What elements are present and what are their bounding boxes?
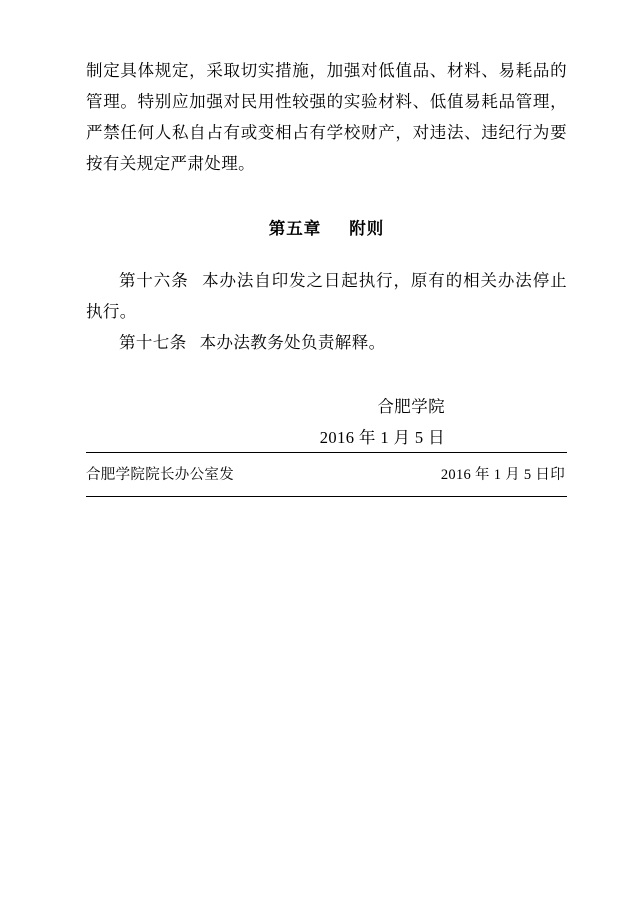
chapter-number: 第五章	[268, 219, 322, 238]
footer-row	[86, 463, 567, 488]
article-item	[86, 265, 567, 327]
footer-issuing-office: 合肥学院院长办公室发	[86, 467, 234, 483]
article-label: 第十七条	[119, 333, 187, 352]
article-label: 第十六条	[119, 271, 189, 290]
signature-date: 2016 年 1 月 5 日	[319, 428, 445, 447]
signature-organization: 合肥学院	[377, 397, 445, 416]
article-text: 本办法自印发之日起执行，原有的相关办法停止执行。	[86, 271, 567, 321]
article-item	[86, 327, 567, 358]
body-paragraph: 制定具体规定，采取切实措施，加强对低值品、材料、易耗品的管理。特别应加强对民用性较强的实验材料、低值易耗品管理，严禁任何人私自占有或变相占有学校财产，对违法、违纪行为要按有关规定严肃处理。	[86, 61, 567, 173]
signature-block	[86, 391, 567, 453]
footer-rule-bottom	[86, 496, 567, 497]
article-text: 本办法教务处负责解释。	[199, 333, 386, 352]
chapter-title: 附则	[349, 219, 385, 238]
footer-print-date: 2016 年 1 月 5 日印	[440, 467, 565, 483]
chapter-heading	[86, 215, 567, 239]
page-footer	[86, 452, 567, 497]
footer-rule-top	[86, 452, 567, 453]
